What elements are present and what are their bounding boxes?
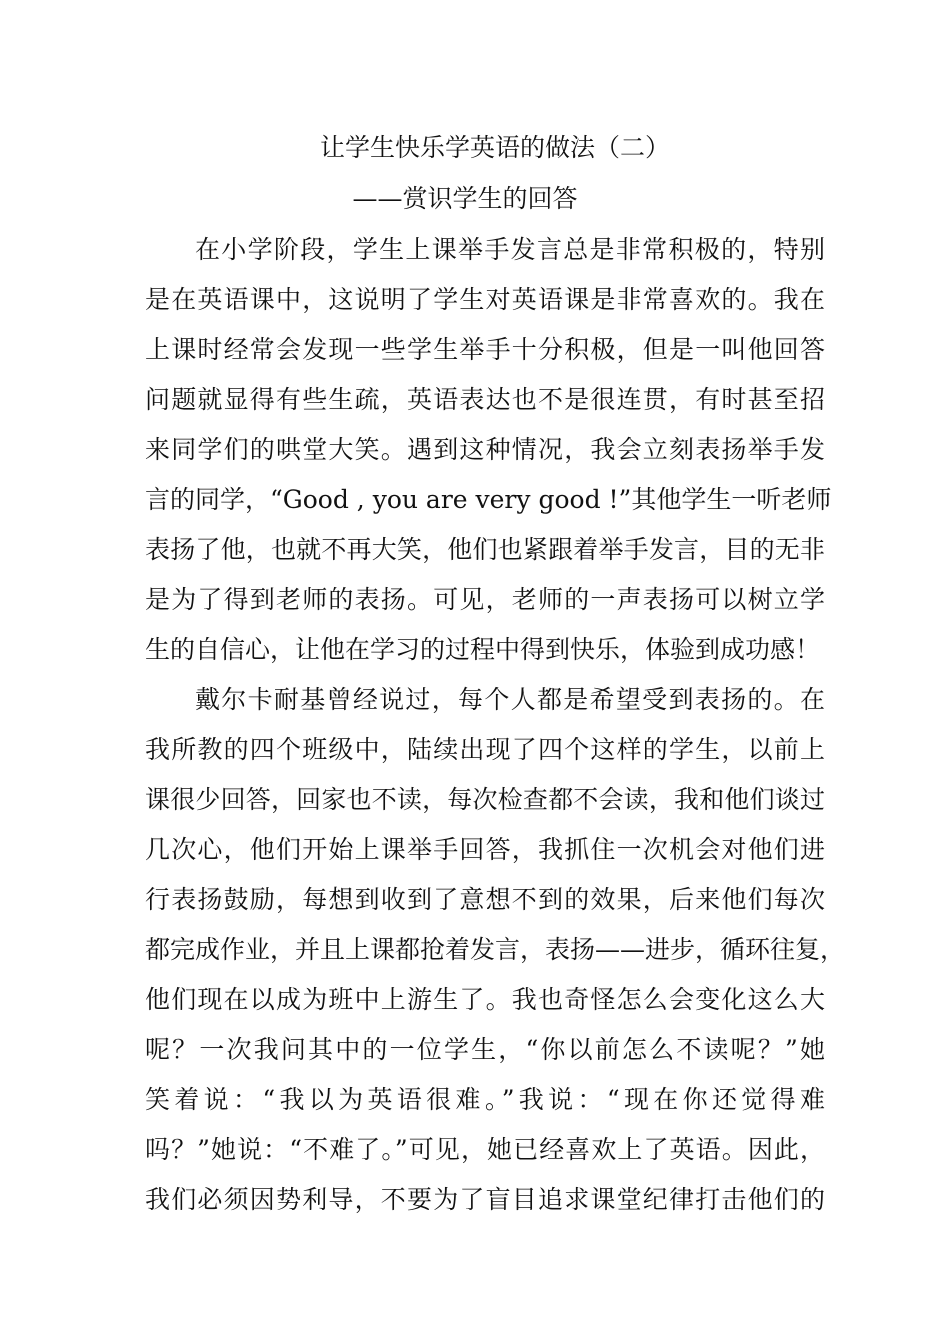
paragraph-1-line-1: 在小学阶段，学生上课举手发言总是非常积极的，特别 <box>195 235 825 264</box>
paragraph-2-line-11: 我们必须因势利导，不要为了盲目追求课堂纪律打击他们的 <box>145 1185 825 1214</box>
paragraph-1-line-8: 是为了得到老师的表扬。可见，老师的一声表扬可以树立学 <box>145 585 825 614</box>
paragraph-2-line-5: 行表扬鼓励，每想到收到了意想不到的效果，后来他们每次 <box>145 885 825 914</box>
paragraph-2-line-1: 戴尔卡耐基曾经说过，每个人都是希望受到表扬的。在 <box>195 685 825 714</box>
paragraph-1-line-9: 生的自信心，让他在学习的过程中得到快乐，体验到成功感！ <box>145 635 821 664</box>
paragraph-2-line-4: 几次心，他们开始上课举手回答，我抓住一次机会对他们进 <box>145 835 825 864</box>
paragraph-1-line-7: 表扬了他，也就不再大笑，他们也紧跟着举手发言，目的无非 <box>145 535 825 564</box>
paragraph-1-line-2: 是在英语课中，这说明了学生对英语课是非常喜欢的。我在 <box>145 285 825 314</box>
paragraph-2-line-8: 呢？一次我问其中的一位学生，“你以前怎么不读呢？”她 <box>145 1035 825 1064</box>
document-subtitle: ——赏识学生的回答 <box>352 184 578 213</box>
paragraph-2-line-6: 都完成作业，并且上课都抢着发言，表扬——进步，循环往复， <box>145 935 846 964</box>
paragraph-1-line-5: 来同学们的哄堂大笑。遇到这种情况，我会立刻表扬举手发 <box>145 435 825 464</box>
paragraph-1-line-4: 问题就显得有些生疏，英语表达也不是很连贯，有时甚至招 <box>145 385 825 414</box>
paragraph-2-line-10: 吗？”她说：“不难了。”可见，她已经喜欢上了英语。因此， <box>145 1135 825 1164</box>
paragraph-2-line-3: 课很少回答，回家也不读，每次检查都不会读，我和他们谈过 <box>145 785 825 814</box>
paragraph-2-line-7: 他们现在以成为班中上游生了。我也奇怪怎么会变化这么大 <box>145 985 825 1014</box>
paragraph-1-line-6: 言的同学，“Good , you are very good !”其他学生一听老师 <box>145 485 832 514</box>
paragraph-2-line-9: 笑着说：“我以为英语很难。”我说：“现在你还觉得难 <box>145 1085 825 1114</box>
paragraph-1-line-3: 上课时经常会发现一些学生举手十分积极，但是一叫他回答 <box>145 335 825 364</box>
document-title: 让学生快乐学英语的做法（二） <box>319 133 670 162</box>
paragraph-2-line-2: 我所教的四个班级中，陆续出现了四个这样的学生，以前上 <box>145 735 825 764</box>
